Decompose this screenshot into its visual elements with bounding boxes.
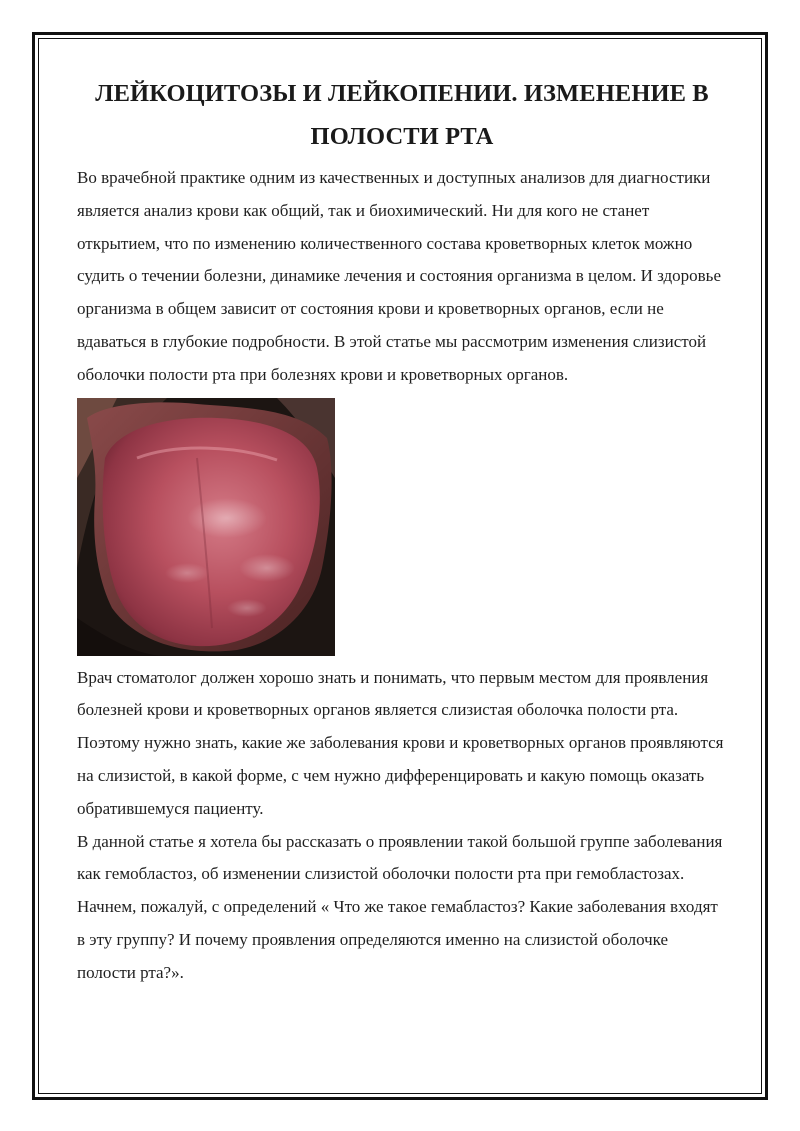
tongue-photo	[77, 398, 335, 656]
intro-paragraph: Во врачебной практике одним из качественных и доступных анализов для диагностики является анализ крови как общий, так и биохимический. Ни для кого не станет открытием, что по изменению количественного состава кроветворных клеток можно судить о течении болезни, динамике лечения и состояния организма в целом. И здоровье организма в общем зависит от состояния крови и кроветворных органов, если не вдаваться в глубокие подробности. В этой статье мы рассмотрим изменения слизистой оболочки полости рта при болезнях крови и кроветворных органов.	[77, 168, 721, 384]
hemoblastosis-paragraph: В данной статье я хотела бы рассказать о проявлении такой большой группе заболевания как гемобластоз, об изменении слизистой оболочки полости рта при гемобластозах.	[77, 831, 723, 884]
definitions-paragraph: Начнем, пожалуй, с определений « Что же такое гемабластоз? Какие заболевания входят в эту группу? И почему проявления определяются именно на слизистой оболочке полости рта?».	[77, 897, 718, 982]
article	[77, 72, 727, 990]
article-title: ЛЕЙКОЦИТОЗЫ И ЛЕЙКОПЕНИИ. ИЗМЕНЕНИЕ В ПОЛОСТИ РТА	[95, 80, 709, 150]
dentist-paragraph: Врач стоматолог должен хорошо знать и понимать, что первым местом для проявления болезней крови и кроветворных органов является слизистая оболочка полости рта. Поэтому нужно знать, какие же заболевания крови и кроветворных органов проявляются на слизистой, в какой форме, с чем нужно дифференцировать и какую помощь оказать обратившемуся пациенту.	[77, 667, 724, 818]
